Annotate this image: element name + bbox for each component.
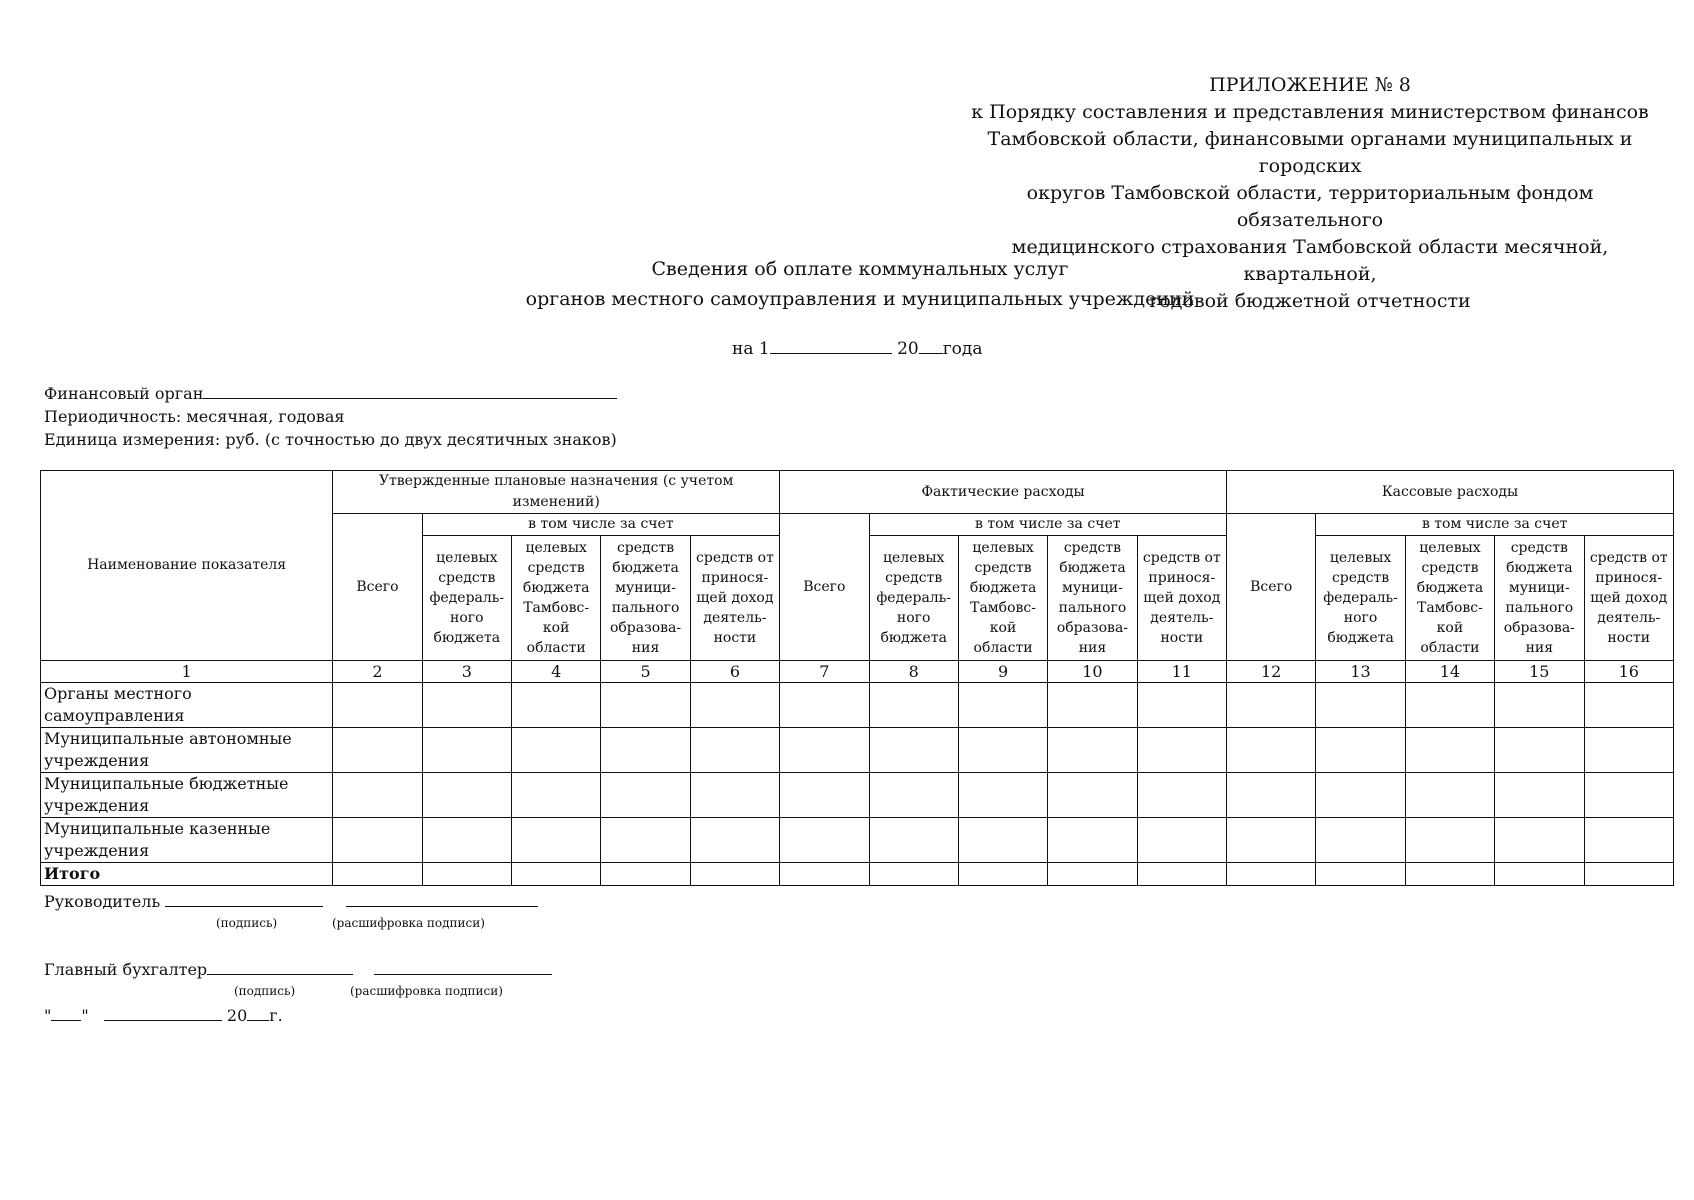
column-number: 2 xyxy=(333,661,422,683)
data-cell[interactable] xyxy=(1495,728,1584,773)
data-cell[interactable] xyxy=(601,818,690,863)
date-quote-open: " xyxy=(44,1006,52,1025)
signature-date-suffix: г. xyxy=(269,1006,283,1025)
chief-accountant-label: Главный бухгалтер xyxy=(44,960,208,979)
signature-date-year: 20 xyxy=(226,1006,248,1025)
column-number: 14 xyxy=(1405,661,1494,683)
row-label-total: Итого xyxy=(41,863,333,886)
data-cell[interactable] xyxy=(422,728,511,773)
finance-body-label: Финансовый орган xyxy=(44,384,204,403)
head-signature-blank[interactable] xyxy=(165,890,323,907)
table-row xyxy=(41,728,1674,773)
appendix-line: медицинского страхования Тамбовской области месячной, квартальной, xyxy=(1011,236,1609,285)
data-cell[interactable] xyxy=(1316,728,1405,773)
data-cell[interactable] xyxy=(780,818,869,863)
data-cell[interactable] xyxy=(1048,773,1137,818)
data-cell[interactable] xyxy=(1495,818,1584,863)
data-cell[interactable] xyxy=(1405,773,1494,818)
data-cell[interactable] xyxy=(1584,818,1674,863)
signature-date-line xyxy=(44,1004,283,1025)
head-decoding-blank[interactable] xyxy=(346,890,538,907)
total-header: Всего xyxy=(333,514,422,661)
document-title-line: органов местного самоуправления и муниципальных учреждений xyxy=(525,288,1195,310)
column-number: 11 xyxy=(1137,661,1226,683)
sub-header-income: средств от принося-щей доход деятель-ности xyxy=(1584,536,1674,661)
row-label: Муниципальные автономные учреждения xyxy=(41,728,333,773)
including-header: в том числе за счет xyxy=(1316,514,1674,536)
column-number: 8 xyxy=(869,661,958,683)
accountant-decoding-caption: (расшифровка подписи) xyxy=(350,984,503,998)
appendix-line: годовой бюджетной отчетности xyxy=(1149,290,1471,312)
group-header-planned: Утвержденные плановые назначения (с учетом изменений) xyxy=(333,471,780,514)
sub-header-regional: целевых средств бюджета Тамбовс-кой области xyxy=(1405,536,1494,661)
data-cell[interactable] xyxy=(511,773,600,818)
data-cell[interactable] xyxy=(1316,863,1405,886)
data-cell[interactable] xyxy=(511,863,600,886)
data-cell[interactable] xyxy=(1495,863,1584,886)
data-cell[interactable] xyxy=(780,728,869,773)
data-cell[interactable] xyxy=(958,683,1047,728)
periodicity-text: Периодичность: месячная, годовая xyxy=(44,407,345,426)
head-label: Руководитель xyxy=(44,892,161,911)
appendix-line: Тамбовской области, финансовыми органами муниципальных и городских xyxy=(987,128,1633,177)
data-cell[interactable] xyxy=(1405,818,1494,863)
data-cell[interactable] xyxy=(869,728,958,773)
column-number: 12 xyxy=(1227,661,1316,683)
data-cell[interactable] xyxy=(333,863,422,886)
row-label: Муниципальные бюджетные учреждения xyxy=(41,773,333,818)
data-cell[interactable] xyxy=(511,683,600,728)
data-cell[interactable] xyxy=(1316,818,1405,863)
data-cell[interactable] xyxy=(1584,863,1674,886)
data-cell[interactable] xyxy=(1137,773,1226,818)
data-cell[interactable] xyxy=(333,818,422,863)
data-cell[interactable] xyxy=(1137,863,1226,886)
data-cell[interactable] xyxy=(690,728,779,773)
table-row xyxy=(41,773,1674,818)
data-cell[interactable] xyxy=(869,683,958,728)
data-cell[interactable] xyxy=(333,683,422,728)
data-cell[interactable] xyxy=(1227,818,1316,863)
row-label: Муниципальные казенные учреждения xyxy=(41,818,333,863)
column-number: 3 xyxy=(422,661,511,683)
column-number: 5 xyxy=(601,661,690,683)
including-header: в том числе за счет xyxy=(869,514,1227,536)
data-cell[interactable] xyxy=(1495,773,1584,818)
data-cell[interactable] xyxy=(1137,728,1226,773)
data-cell[interactable] xyxy=(869,818,958,863)
data-cell[interactable] xyxy=(422,818,511,863)
data-cell[interactable] xyxy=(1048,683,1137,728)
report-meta xyxy=(44,382,617,451)
sub-header-municipal: средств бюджета муници-пального образова-ния xyxy=(601,536,690,661)
row-label: Органы местного самоуправления xyxy=(41,683,333,728)
sub-header-income: средств от принося-щей доход деятель-ности xyxy=(1137,536,1226,661)
data-cell[interactable] xyxy=(780,773,869,818)
accountant-signature-line xyxy=(44,958,552,979)
finance-body-blank[interactable] xyxy=(203,382,617,399)
accountant-signature-caption: (подпись) xyxy=(234,984,296,998)
document-title xyxy=(430,254,1290,314)
head-signature-line xyxy=(44,890,538,911)
data-cell[interactable] xyxy=(690,863,779,886)
data-cell[interactable] xyxy=(1227,683,1316,728)
total-header: Всего xyxy=(1227,514,1316,661)
appendix-line: к Порядку составления и представления министерством финансов xyxy=(971,101,1649,123)
date-year-blank[interactable] xyxy=(919,338,943,354)
data-cell[interactable] xyxy=(780,683,869,728)
year-blank[interactable] xyxy=(247,1004,269,1021)
data-cell[interactable] xyxy=(1048,728,1137,773)
data-cell[interactable] xyxy=(1316,683,1405,728)
data-cell[interactable] xyxy=(422,773,511,818)
data-cell[interactable] xyxy=(1405,728,1494,773)
data-cell[interactable] xyxy=(333,773,422,818)
column-number: 9 xyxy=(958,661,1047,683)
data-cell[interactable] xyxy=(601,773,690,818)
data-cell[interactable] xyxy=(1048,818,1137,863)
data-cell[interactable] xyxy=(780,863,869,886)
appendix-title: ПРИЛОЖЕНИЕ № 8 xyxy=(1209,74,1411,96)
data-cell[interactable] xyxy=(869,863,958,886)
head-signature-caption: (подпись) xyxy=(216,916,278,930)
column-number: 4 xyxy=(511,661,600,683)
sub-header-regional: целевых средств бюджета Тамбовс-кой области xyxy=(511,536,600,661)
column-number: 1 xyxy=(41,661,333,683)
name-header: Наименование показателя xyxy=(41,471,333,661)
including-header: в том числе за счет xyxy=(422,514,780,536)
total-header: Всего xyxy=(780,514,869,661)
accountant-signature-blank[interactable] xyxy=(207,958,353,975)
sub-header-municipal: средств бюджета муници-пального образова-ния xyxy=(1048,536,1137,661)
document-title-line: Сведения об оплате коммунальных услуг xyxy=(651,258,1069,280)
data-cell[interactable] xyxy=(690,773,779,818)
data-cell[interactable] xyxy=(690,818,779,863)
utilities-payment-table xyxy=(40,470,1674,886)
sub-header-municipal: средств бюджета муници-пального образова-ния xyxy=(1495,536,1584,661)
column-number: 7 xyxy=(780,661,869,683)
data-cell[interactable] xyxy=(1048,863,1137,886)
appendix-line: округов Тамбовской области, территориальным фондом обязательного xyxy=(1026,182,1594,231)
data-cell[interactable] xyxy=(690,683,779,728)
month-blank[interactable] xyxy=(104,1004,222,1021)
sub-header-federal: целевых средств федераль-ного бюджета xyxy=(422,536,511,661)
data-cell[interactable] xyxy=(601,683,690,728)
column-number: 10 xyxy=(1048,661,1137,683)
date-year: 20 xyxy=(897,339,919,359)
data-cell[interactable] xyxy=(333,728,422,773)
date-quote-close: " xyxy=(81,1006,89,1025)
data-cell[interactable] xyxy=(422,863,511,886)
date-day-month-blank[interactable] xyxy=(770,338,892,354)
group-header-cash: Кассовые расходы xyxy=(1227,471,1674,514)
column-number: 6 xyxy=(690,661,779,683)
group-header-actual: Фактические расходы xyxy=(780,471,1227,514)
data-cell[interactable] xyxy=(958,728,1047,773)
data-cell[interactable] xyxy=(601,728,690,773)
data-cell[interactable] xyxy=(1227,773,1316,818)
column-number-row xyxy=(41,661,1674,683)
data-cell[interactable] xyxy=(958,773,1047,818)
data-cell[interactable] xyxy=(869,773,958,818)
sub-header-federal: целевых средств федераль-ного бюджета xyxy=(869,536,958,661)
column-number: 13 xyxy=(1316,661,1405,683)
data-cell[interactable] xyxy=(1137,683,1226,728)
sub-header-regional: целевых средств бюджета Тамбовс-кой области xyxy=(958,536,1047,661)
data-cell[interactable] xyxy=(422,683,511,728)
data-cell[interactable] xyxy=(1584,728,1674,773)
table-row xyxy=(41,683,1674,728)
data-cell[interactable] xyxy=(1495,683,1584,728)
data-cell[interactable] xyxy=(1137,818,1226,863)
report-date-line xyxy=(732,338,982,359)
data-cell[interactable] xyxy=(1316,773,1405,818)
data-cell[interactable] xyxy=(1584,773,1674,818)
data-cell[interactable] xyxy=(1405,683,1494,728)
sub-header-federal: целевых средств федераль-ного бюджета xyxy=(1316,536,1405,661)
unit-text: Единица измерения: руб. (с точностью до двух десятичных знаков) xyxy=(44,430,617,449)
data-cell[interactable] xyxy=(958,818,1047,863)
data-cell[interactable] xyxy=(1405,863,1494,886)
date-suffix: года xyxy=(942,339,983,359)
data-cell[interactable] xyxy=(1227,728,1316,773)
column-number: 16 xyxy=(1584,661,1674,683)
column-number: 15 xyxy=(1495,661,1584,683)
head-decoding-caption: (расшифровка подписи) xyxy=(332,916,485,930)
data-cell[interactable] xyxy=(601,863,690,886)
day-blank[interactable] xyxy=(51,1004,81,1021)
date-prefix: на 1 xyxy=(732,339,770,359)
data-cell[interactable] xyxy=(511,818,600,863)
table-row xyxy=(41,818,1674,863)
sub-header-income: средств от принося-щей доход деятель-ности xyxy=(690,536,779,661)
data-cell[interactable] xyxy=(511,728,600,773)
data-cell[interactable] xyxy=(1584,683,1674,728)
data-cell[interactable] xyxy=(958,863,1047,886)
table-row-total xyxy=(41,863,1674,886)
data-cell[interactable] xyxy=(1227,863,1316,886)
accountant-decoding-blank[interactable] xyxy=(374,958,552,975)
